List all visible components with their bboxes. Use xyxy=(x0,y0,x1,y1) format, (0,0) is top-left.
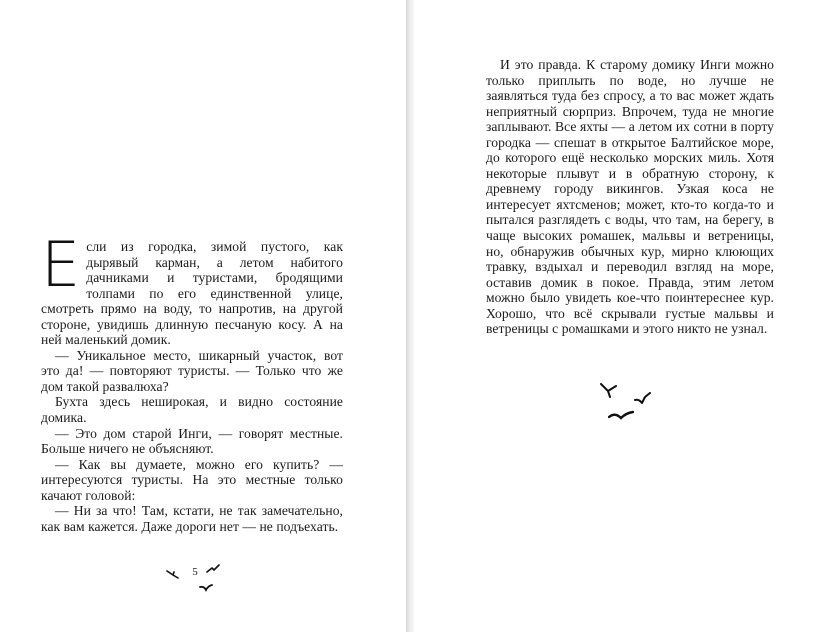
paragraph: И это правда. К старому домику Инги можно только приплыть по воде, но лучше не заявляться туда без спросу, а то вас может ждать неприятный сюрприз. Впрочем, туда не многие заплывают. Все яхты — а летом их сотни в порту городка — спешат в открытое Балтийское море, до которого ещё несколько морских миль. Хотя некоторые плывут и в обратную сторону, к древнему городу викингов. Узкая коса не интересует яхтсменов; может, кто-то когда-то и пытался разглядеть с воды, что там, на берегу, в чаще высоких ромашек, мальвы и ветреницы, но, обнаружив обычных кур, мирно клюющих травку, вздыхал и переводил взгляд на море, оставив домик в покое. Правда, этим летом можно было увидеть кое-что поинтереснее кур. Хорошо, что всё скрывали густые мальвы и ветреницы с ромашками и этого никто не узнал. xyxy=(486,57,774,337)
paragraph: — Ни за что! Там, кстати, не так замечательно, как вам кажется. Даже дороги нет — не подъехать. xyxy=(41,503,343,534)
bird-icon xyxy=(600,383,618,399)
paragraph: — Это дом старой Инги, — говорят местные. Больше ничего не объясняют. xyxy=(41,425,343,457)
dropcap-letter: Е xyxy=(41,228,81,301)
paragraph-intro-text: сли из городка, зимой пустого, как дырявый карман, а летом набитого дачниками и туристами, бродящими толпами по его единственной улице, смотреть прямо на воду, то напротив, на другой стороне, увидишь длинную песчаную косу. А на ней маленький домик. xyxy=(41,239,343,348)
page-number: 5 xyxy=(192,566,198,578)
bird-icon xyxy=(166,570,179,579)
bird-icon xyxy=(634,392,651,406)
paragraph-intro xyxy=(41,228,343,348)
left-page-text xyxy=(41,228,343,534)
right-page-text xyxy=(486,57,774,337)
left-page xyxy=(0,0,406,632)
paragraph: — Уникальное место, шикарный участок, вот это да! — повторяют туристы. — Только что же дом такой развалюха? xyxy=(41,347,343,394)
bird-icon xyxy=(608,410,634,422)
book-gutter xyxy=(406,0,414,632)
paragraph: Бухта здесь неширокая, и видно состояние домика. xyxy=(41,394,343,426)
bird-icon xyxy=(206,564,220,574)
bird-icon xyxy=(199,584,213,592)
paragraph: — Как вы думаете, можно его купить? — интересуются туристы. На это местные только качают головой: xyxy=(41,456,343,503)
